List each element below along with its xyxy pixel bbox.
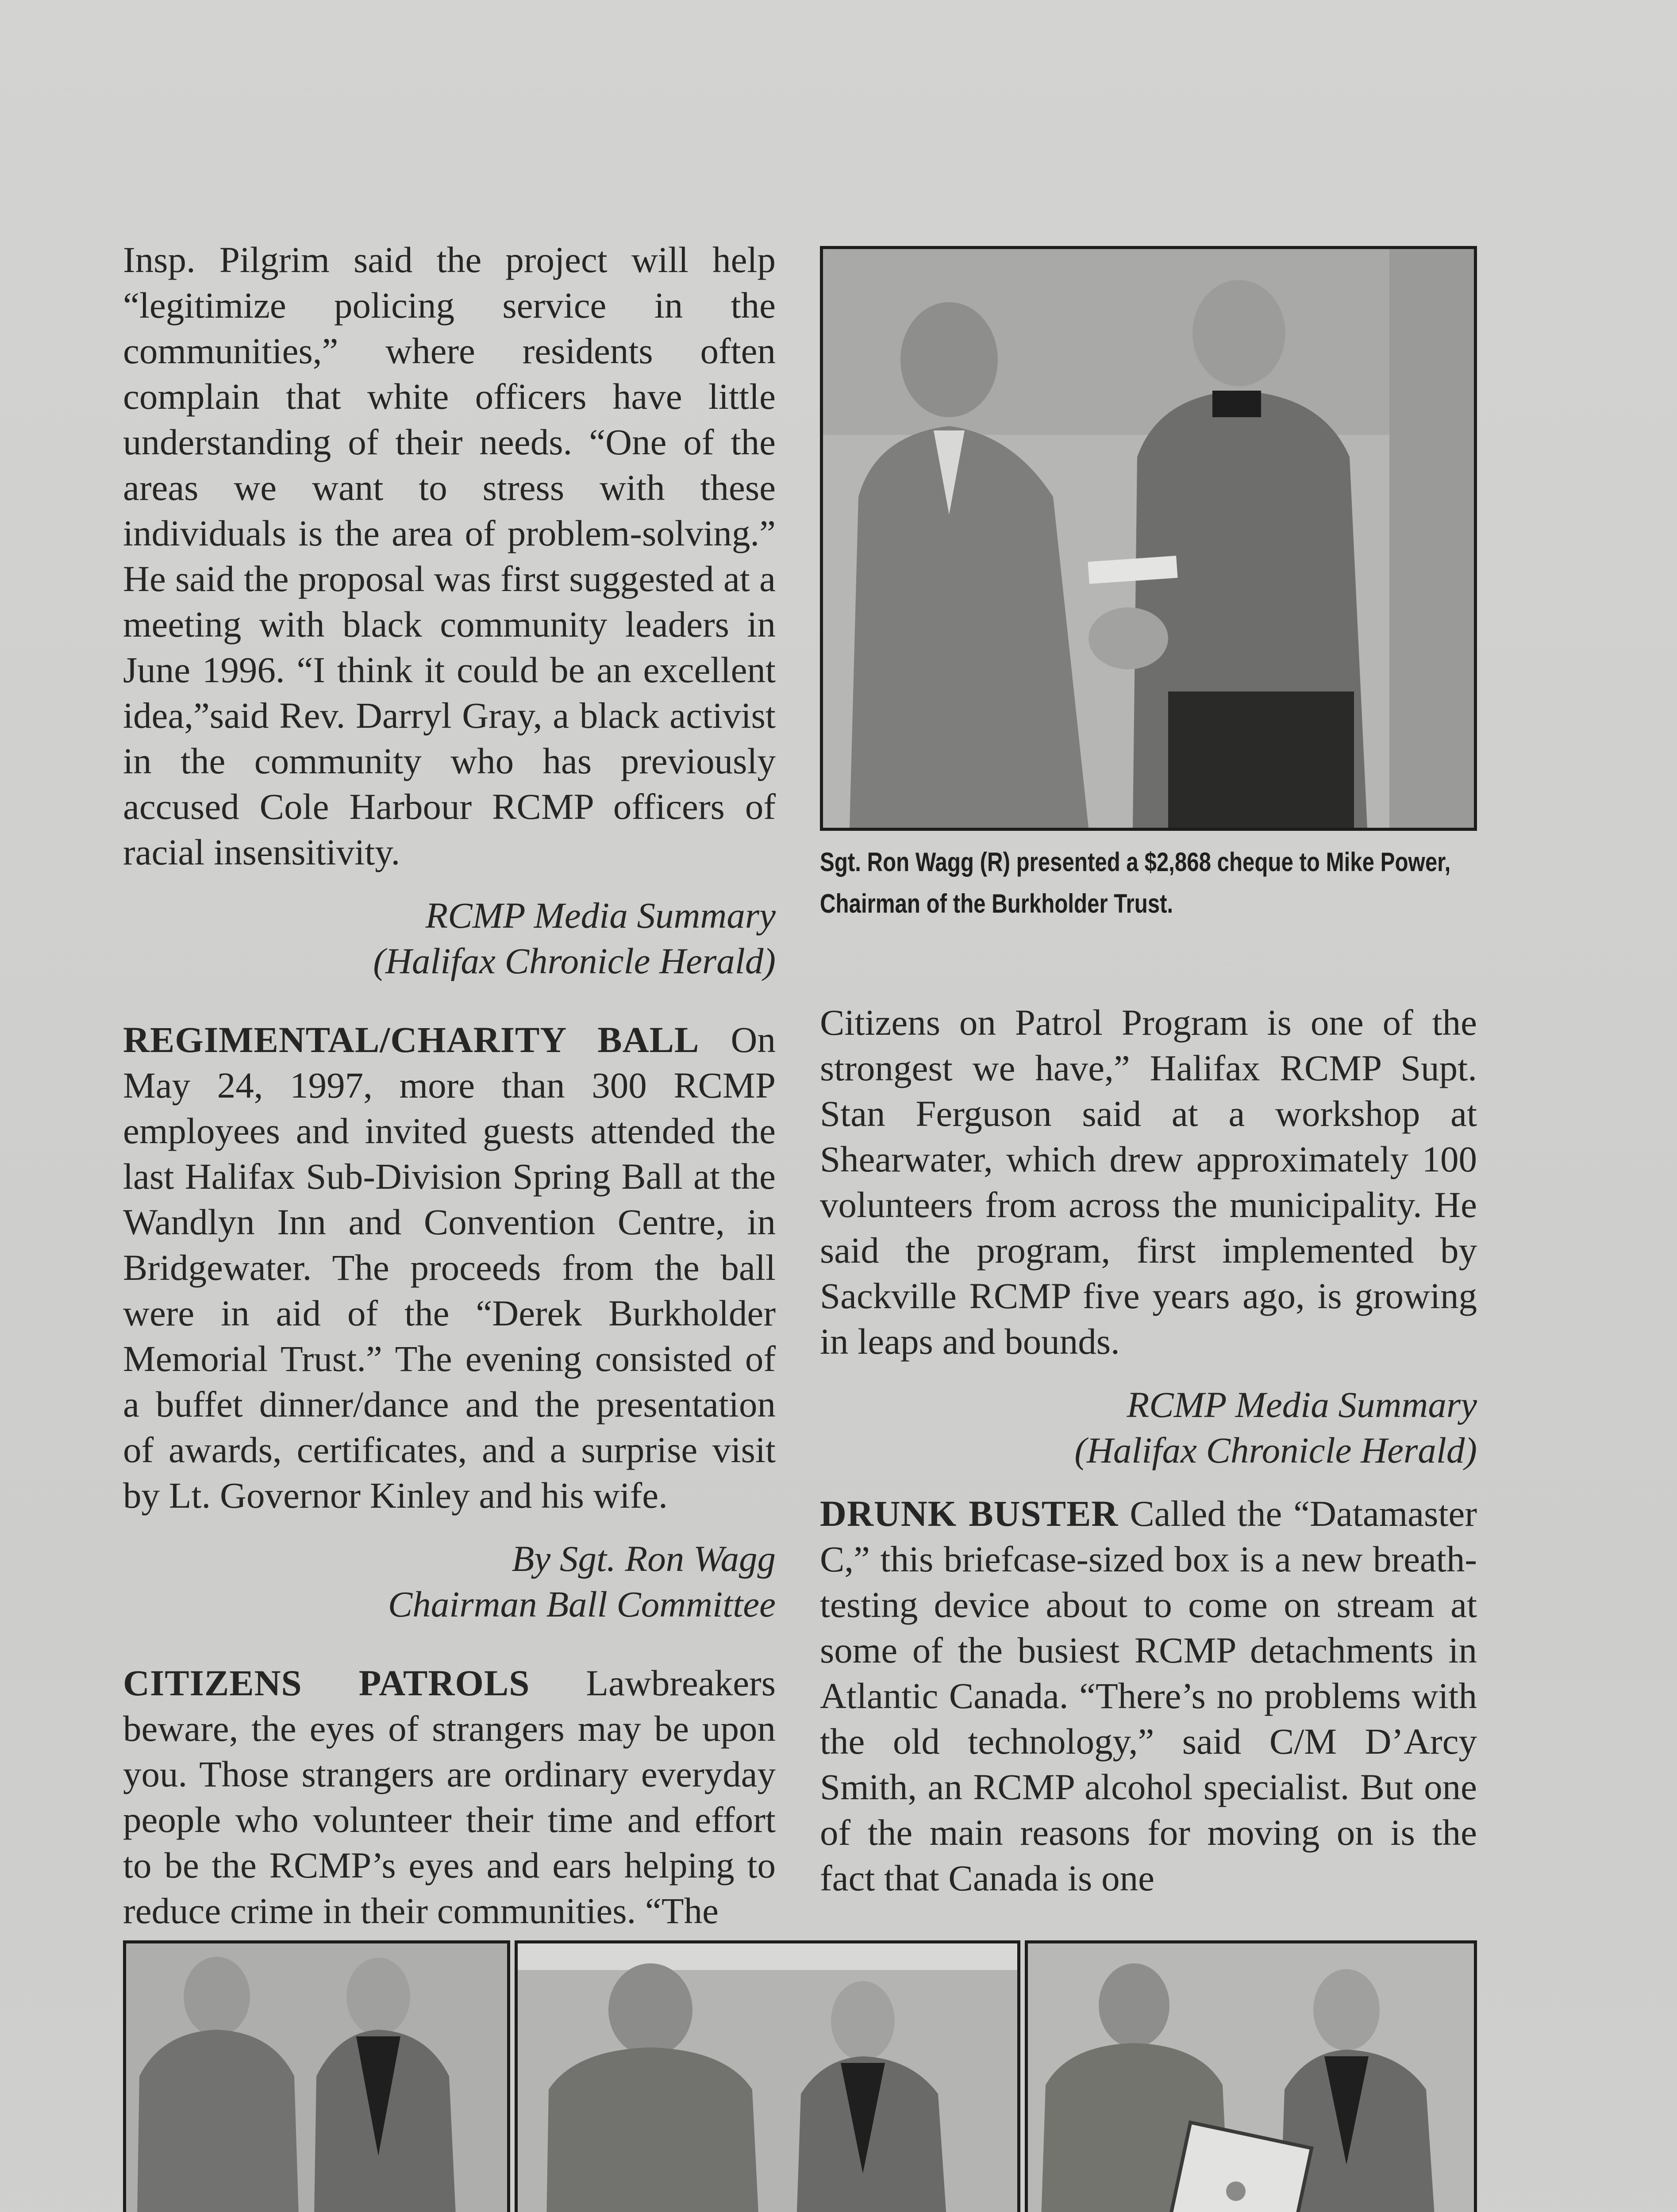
credit-ball-committee: Chairman Ball Committee <box>388 1584 776 1624</box>
ball-text: On May 24, 1997, more than 300 RCMP employees and invited guests attended the last Halifax Sub-Division Spring Ball at the Wandlyn Inn and Convention Centre, in Bridgewater. The proceeds from the ball were in aid of the “Derek Burkholder Memorial Trust.” The evening consisted of a buffet dinner/dance and the presentation of awards, certificates, and a surprise visit by Lt. Governor Kinley and his wife. <box>123 1019 776 1516</box>
patrols-text: Lawbreakers beware, the eyes of strangers may be upon you. Those strangers are ordinary everyday people who volunteer their time and effort to be the RCMP’s eyes and ears helping to reduce crime in their communities. “The <box>123 1663 776 1931</box>
drunk-buster-heading: DRUNK BUSTER <box>820 1493 1119 1534</box>
bronze-clasp-photo <box>515 1940 1020 2212</box>
silver-clasp-image <box>126 1943 507 2212</box>
ball-heading: REGIMENTAL/CHARITY BALL <box>123 1019 700 1060</box>
patrols-article <box>123 1660 776 1934</box>
right-column <box>820 1000 1477 1901</box>
certificate-photo <box>1025 1940 1477 2212</box>
left-column <box>123 237 776 1934</box>
citizens-patrol-continued: Citizens on Patrol Program is one of the strongest we have,” Halifax RCMP Supt. Stan Ferguson said at a workshop at Shearwater, which drew approximately 100 volunteers from across the municipality. He said the program, first implemented by Sackville RCMP five years ago, is growing in leaps and bounds. <box>820 1002 1477 1362</box>
right-credit-chronicle-herald: (Halifax Chronicle Herald) <box>1074 1430 1477 1471</box>
bronze-clasp-image <box>518 1943 1017 2212</box>
credit-chronicle-herald: (Halifax Chronicle Herald) <box>373 941 776 981</box>
cheque-photo-caption: Sgt. Ron Wagg (R) presented a $2,868 cheque to Mike Power, Chairman of the Burkholder Trust. <box>820 847 1451 918</box>
drunk-buster-article <box>820 1491 1477 1901</box>
pilgrim-paragraph: Insp. Pilgrim said the project will help “legitimize policing service in the communities,” where residents often complain that white officers have little understanding of their needs. “One of the areas we want to stress with these individuals is the area of problem-solving.” He said the proposal was first suggested at a meeting with black community leaders in June 1996. “I think it could be an excellent idea,”said Rev. Darryl Gray, a black activist in the community who has previously accused Cole Harbour RCMP officers of racial insensitivity. <box>123 239 776 872</box>
patrols-heading: CITIZENS PATROLS <box>123 1663 530 1703</box>
cheque-presentation-photo <box>820 246 1477 831</box>
certificate-image <box>1028 1943 1474 2212</box>
right-credit-media-summary: RCMP Media Summary <box>1127 1384 1477 1425</box>
silver-clasp-photo <box>123 1940 510 2212</box>
cheque-photo-image <box>823 249 1474 828</box>
credit-media-summary: RCMP Media Summary <box>425 895 776 936</box>
drunk-buster-text: Called the “Datamaster C,” this briefcase-sized box is a new breath-testing device about to come on stream at some of the busiest RCMP detachments in Atlantic Canada. “There’s no problems with the old technology,” said C/M D’Arcy Smith, an RCMP alcohol specialist. But one of the main reasons for moving on is the fact that Canada is one <box>820 1493 1477 1898</box>
credit-ron-wagg: By Sgt. Ron Wagg <box>512 1538 776 1579</box>
ball-article <box>123 1017 776 1518</box>
